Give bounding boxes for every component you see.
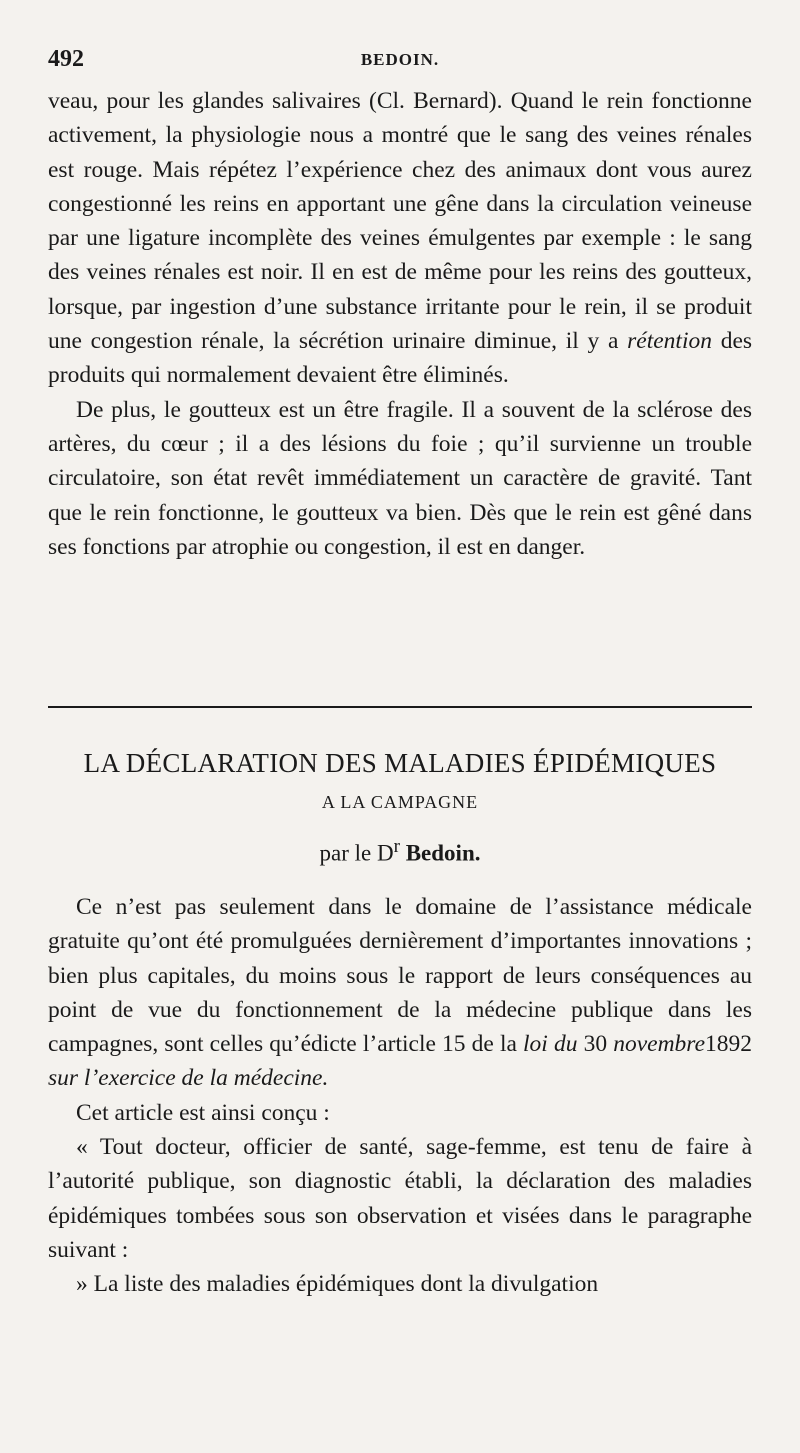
law-day: 30: [583, 1031, 608, 1058]
section-one-paragraph-2: De plus, le goutteux est un être fragile. Il a souvent de la sclérose des artères, du cœur ; il a des lésions du foie ; qu’il survienne un trouble circulatoire, son état revêt immédiatement un caractère de gravité. Tant que le rein fonctionne, le goutteux va bien. Dès que le rein est gêné dans ses fonctions par atrophie ou congestion, il est en danger.: [48, 396, 752, 560]
article-paragraph-1: [48, 890, 752, 1096]
article-title: LA DÉCLARATION DES MALADIES ÉPIDÉMIQUES: [83, 748, 717, 778]
section-one-paragraph-1: [48, 84, 752, 393]
emphasis-retention: rétention: [627, 328, 712, 355]
paragraph-text: veau, pour les glandes salivaires (Cl. Bernard). Quand le rein fonctionne activement, la physiologie nous a montré que le sang des veines rénales est rouge. Mais répétez l’expérience chez des animaux dont vous aurez congestionné les reins en apportant une gêne dans la circulation veineuse par une ligature incomplète des veines émulgentes par exemple : le sang des veines rénales est noir. Il en est de même pour les reins des goutteux, lorsque, par ingestion d’une substance irritante pour le rein, il se produit une congestion rénale, la sécrétion urinaire diminue, il y a: [48, 88, 752, 355]
article-paragraph-2: Cet article est ainsi conçu :: [76, 1099, 330, 1126]
byline-author: Bedoin.: [405, 840, 481, 866]
law-reference-b: novembre: [613, 1031, 706, 1058]
law-reference-c: sur l’exercice de la médecine.: [48, 1065, 329, 1092]
article-body: [48, 890, 752, 1302]
byline-superscript: r: [393, 836, 400, 857]
paragraph-text-end: des produits qui normalement devaient être éliminés.: [48, 328, 753, 389]
law-year: 1892: [705, 1031, 753, 1058]
article-paragraph-4: » La liste des maladies épidémiques dont la divulgation: [76, 1271, 599, 1298]
page-number: 492: [48, 46, 84, 72]
running-head: [48, 46, 752, 76]
article-paragraph-3: « Tout docteur, officier de santé, sage-femme, est tenu de faire à l’autorité publique, son diagnostic établi, la déclaration des maladies épidémiques tombées sous son observation et visées dans le paragraphe suivant :: [48, 1134, 752, 1263]
running-title: BEDOIN.: [360, 50, 440, 69]
article-byline: [48, 836, 752, 867]
section-divider: [48, 706, 752, 708]
section-one-body: [48, 84, 752, 564]
law-reference-a: loi du: [523, 1031, 578, 1058]
paragraph-text: Ce n’est pas seulement dans le domaine de l’assistance médicale gratuite qu’ont été promulguées dernièrement d’importantes innovations ; bien plus capitales, du moins sous le rapport de leurs conséquences au point de vue du fonctionnement de la médecine publique dans les campagnes, sont celles qu’édicte l’article 15 de la: [48, 894, 752, 1058]
byline-prefix: par le D: [319, 840, 394, 866]
article-subtitle: A LA CAMPAGNE: [321, 792, 479, 812]
